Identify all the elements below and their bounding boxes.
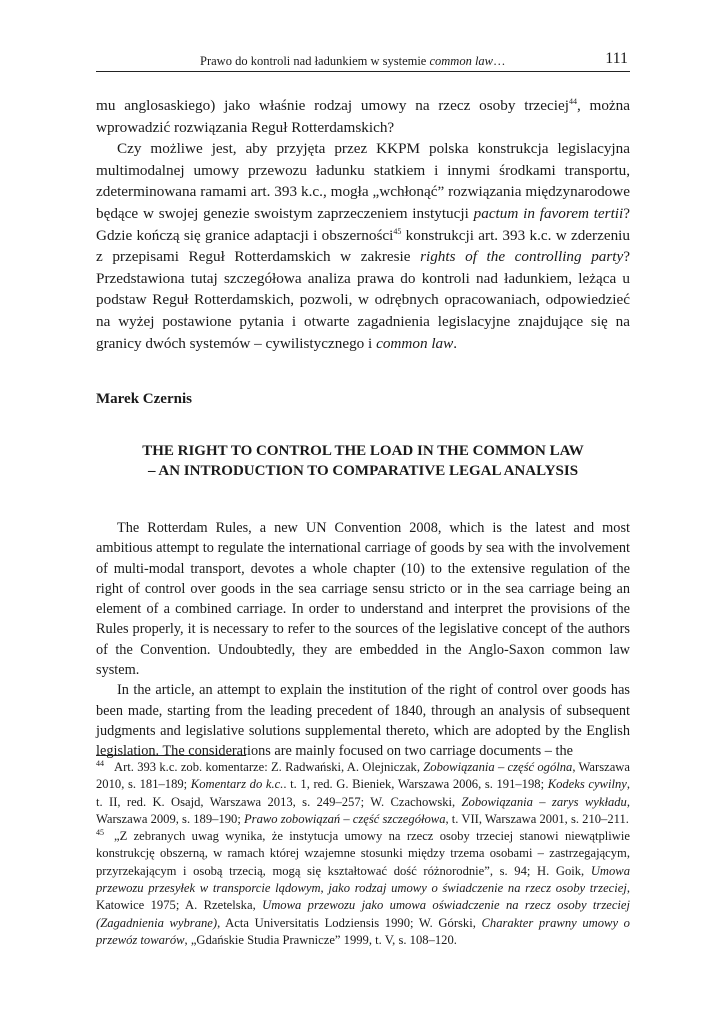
english-title [96,441,630,481]
page-number: 111 [605,50,628,67]
english-abstract [96,518,630,762]
footnote-ref-44[interactable]: 44 [568,96,577,106]
footnote-divider [96,755,246,756]
paragraph-continued: mu anglosaskiego) jako właśnie rodzaj umowy na rzecz osoby trzeciej$^{44}$, można wprowadzić rozwiązania Reguł Rotterdamskich? [96,96,630,136]
abstract-paragraph-2: In the article, an attempt to explain the institution of the right of control over goods has been made, starting from the leading precedent of 1840, through an analysis of subsequent judgments and legislative solutions supplemental thereto, which are adopted by the English legislation. The considerations are mainly focused on two carriage documents – the [96,682,630,760]
footnote-ref-45[interactable]: 45 [393,226,402,236]
author-name: Marek Czernis [96,391,192,407]
polish-body-text [96,95,630,354]
footnotes [96,759,630,949]
abstract-paragraph-1: The Rotterdam Rules, a new UN Convention 2008, which is the latest and most ambitious attempt to regulate the international carriage of goods by sea with the involvement of multi-modal transport, devotes a whole chapter (10) to the extensive regulation of the right of control over goods in the sea carriage sensu stricto or in the sea carriage being an element of a combined carriage. In order to understand and interpret the provisions of the Rules properly, it is necessary to refer to the sources of the legislative concept of the authors of the Convention. Undoubtedly, they are embedded in the Anglo-Saxon common law system. [96,520,630,679]
running-head-title: Prawo do kontroli nad ładunkiem w systemie common law… [200,54,506,68]
paragraph-questions: Czy możliwe jest, aby przyjęta przez KKPM polska konstrukcja legislacyjna multimodalnej umowy przewozu ładunku statkiem i innymi środkami transportu, zdeterminowana ramami art. 393 k.c., mogła „wchłonąć” rozwiązania międzynarodowe będące w swojej genezie swoistym zaprzeczeniem instytucji pactum in favorem tertii? Gdzie kończą się granice adaptacji i obszerności$^{45}$ konstrukcji art. 393 k.c. w zderzeniu z przepisami Reguł Rotterdamskich w zakresie rights of the controlling party? Przedstawiona tutaj szczegółowa analiza prawa do kontroli nad ładunkiem, leżąca u podstaw Reguł Rotterdamskich, pozwoli, w odrębnych opracowaniach, odpowiedzieć na wyżej postawione pytania i otwarte zagadnienia legislacyjne znajdujące się na granicy dwóch systemów – cywilistycznego i common law. [96,140,630,352]
footnote-number: 44 [96,758,104,768]
footnote-45: $^{45}$ „Z zebranych uwag wynika, że instytucja umowy na rzecz osoby trzeciej stanowi niewątpliwie konstrukcję obszerną, w ramach której wzajemne stosunki między trzema osobami – zastrzegającym, przyrzekającym i osobą trzecią, mogą się kształtować dość różnorodnie”, s. 94; H. Goik, Umowa przewozu przesyłek w transporcie lądowym, jako rodzaj umowy o świadczenie na rzecz osoby trzeciej, Katowice 1975; A. Rzetelska, Umowa przewozu jako umowa oświadczenie na rzecz osoby trzeciej (Zagadnienia wybrane), Acta Universitatis Lodziensis 1990; W. Górski, Charakter prawny umowy o przewóz towarów, „Gdańskie Studia Prawnicze” 1999, t. V, s. 108–120. [96,828,630,947]
english-title-line-2: – AN INTRODUCTION TO COMPARATIVE LEGAL ANALYSIS [147,463,579,479]
footnote-44: $^{44}$ Art. 393 k.c. zob. komentarze: Z. Radwański, A. Olejniczak, Zobowiązania – część ogólna, Warszawa 2010, s. 181–189; Komentarz do k.c.. t. 1, red. G. Bieniek, Warszawa 2006, s. 191–198; Kodeks cywilny, t. II, red. K. Osajd, Warszawa 2013, s. 249–257; W. Czachowski, Zobowiązania – zarys wykładu, Warszawa 2009, s. 189–190; Prawo zobowiązań – część szczegółowa, t. VII, Warszawa 2001, s. 210–211. [96,758,630,826]
running-head [96,49,630,72]
english-title-line-1: THE RIGHT TO CONTROL THE LOAD IN THE COMMON LAW [142,443,584,459]
footnote-number: 45 [96,828,104,837]
